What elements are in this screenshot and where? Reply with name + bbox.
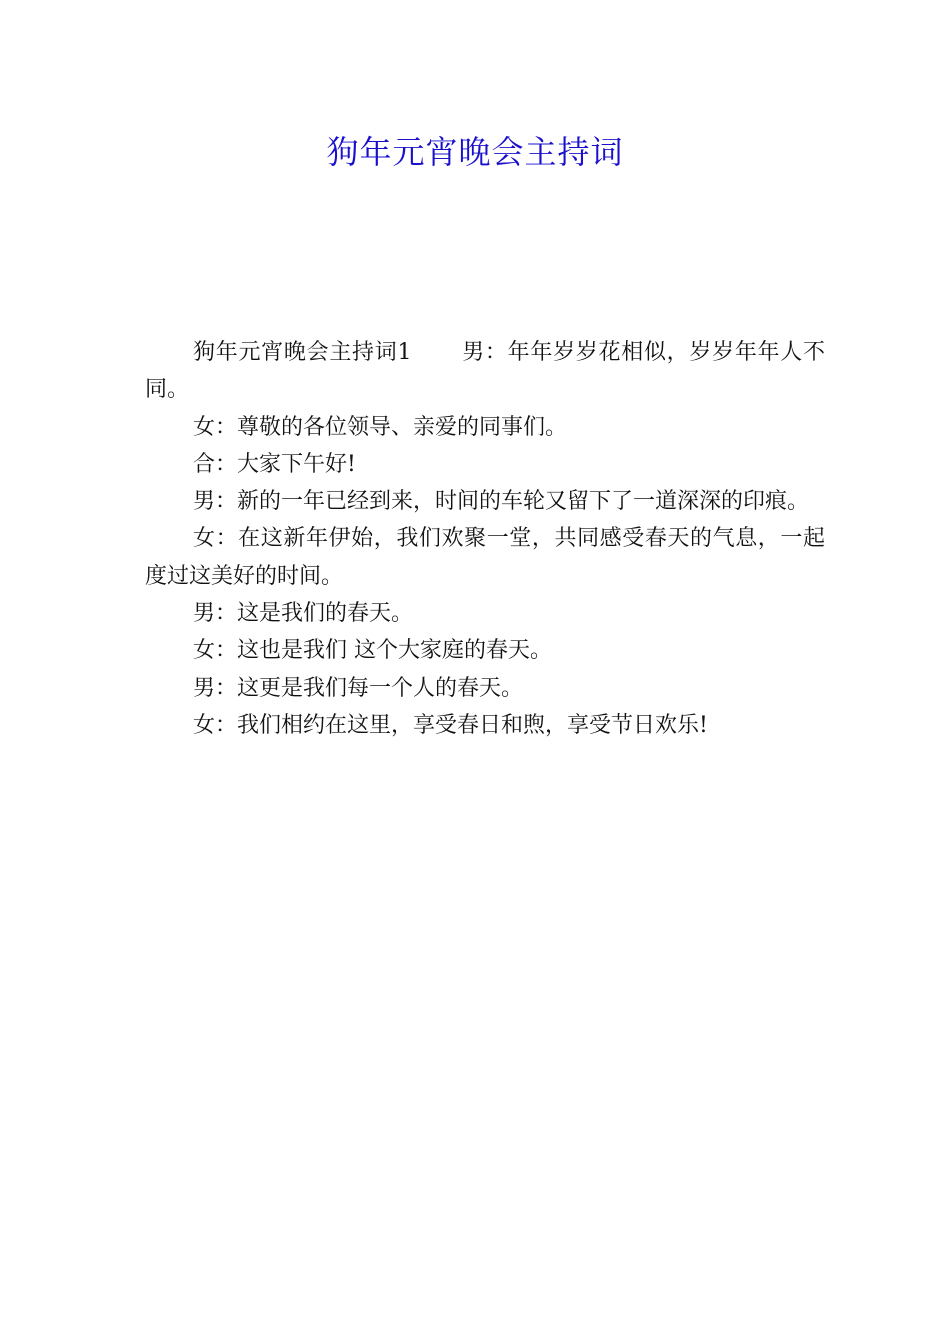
paragraph-6: 男：这是我们的春天。 — [193, 601, 414, 627]
paragraph-2: 女：尊敬的各位领导、亲爱的同事们。 — [193, 414, 568, 440]
document-title: 狗年元宵晚会主持词 — [326, 133, 624, 171]
paragraph-5: 女：在这新年伊始，我们欢聚一堂，共同感受春天的气息，一起度过这美好的时间。 — [145, 526, 825, 589]
paragraph-3: 合：大家下午好! — [193, 451, 356, 477]
document-body — [145, 334, 825, 744]
paragraph-8: 男：这更是我们每一个人的春天。 — [193, 675, 524, 701]
paragraph-9: 女：我们相约在这里，享受春日和煦，享受节日欢乐! — [193, 712, 708, 738]
paragraph-1 — [145, 334, 825, 409]
paragraph-4: 男：新的一年已经到来，时间的车轮又留下了一道深深的印痕。 — [193, 489, 810, 515]
paragraph-1-text: 男：年年岁岁花相似，岁岁年年人不同。 — [145, 340, 825, 403]
paragraph-1-heading: 狗年元宵晚会主持词1 — [193, 340, 412, 365]
paragraph-7: 女：这也是我们 这个大家庭的春天。 — [193, 638, 552, 664]
